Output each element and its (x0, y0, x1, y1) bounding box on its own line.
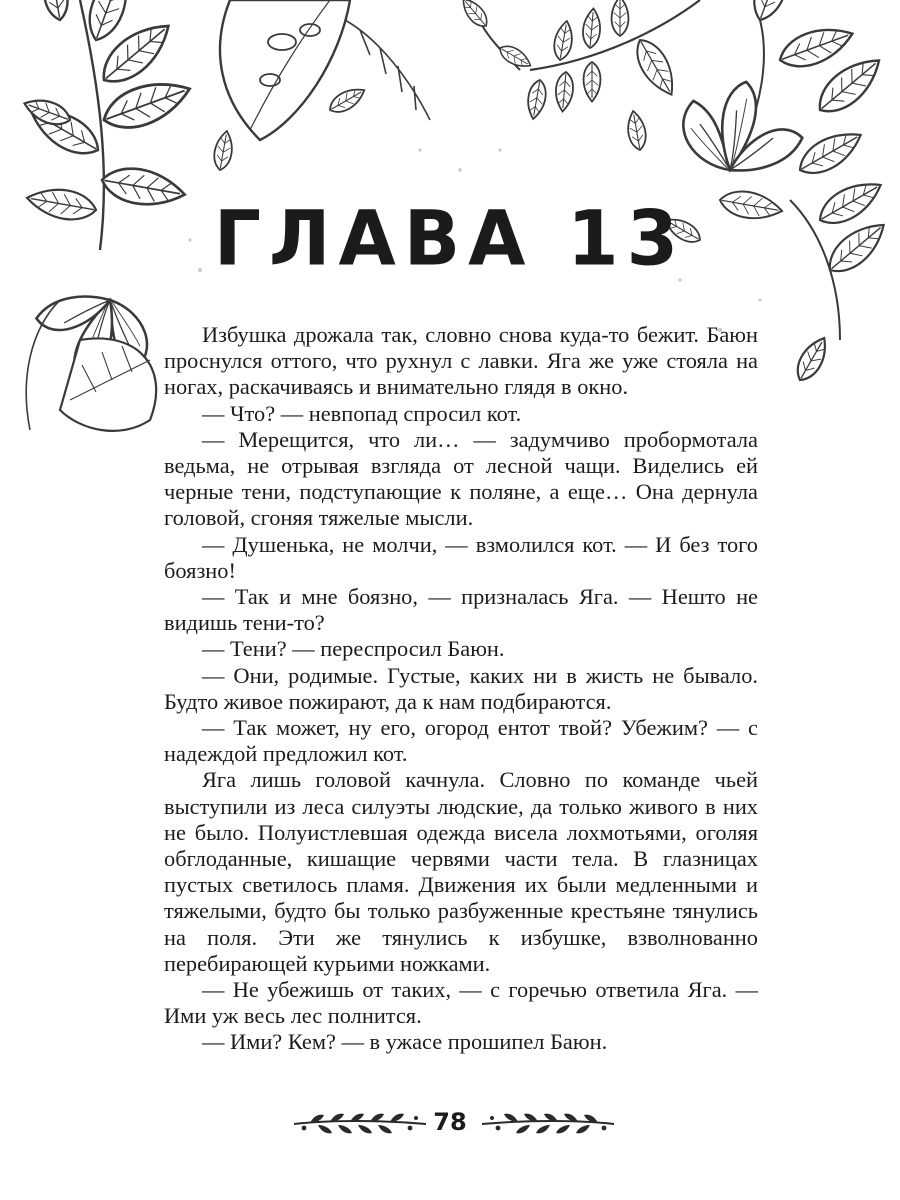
fern-frond (458, 0, 535, 72)
paragraph: — Душенька, не молчи, — взмолился кот. — И без того боязно! (164, 531, 758, 583)
paragraph: — Они, родимые. Густые, каких ни в жисть не бывало. Будто живое пожирают, да к нам подбираются. (164, 662, 758, 714)
vine-ornament-right-icon (478, 1106, 618, 1142)
paragraph: — Тени? — переспросил Баюн. (202, 636, 505, 662)
paragraph: Избушка дрожала так, словно снова куда-то бежит. Баюн проснулся оттого, что рухнул с лавки. Яга же уже стояла на ногах, раскачиваясь и внимательно глядя в окно. (164, 322, 758, 400)
page-number: 78 (433, 1108, 467, 1136)
paragraph: — Ими? Кем? — в ужасе прошипел Баюн. (202, 1029, 608, 1055)
paragraph: — Не убежишь от таких, — с горечью ответила Яга. — Ими уж весь лес полнится. (164, 977, 758, 1029)
paragraph: — Что? — невпопад спросил кот. (202, 400, 522, 426)
chapter-text (164, 322, 758, 1056)
paragraph: Яга лишь головой качнула. Словно по команде чьей выступили из леса силуэты людские, да только живого в них не было. Полуистлевшая одежда висела лохмотьями, оголяя обглоданные, кишащие червями части тела. В глазницах пустых светилось пламя. Движения их были медленными и тяжелыми, будто бы только разбуженные крестьяне тянулись на поля. Эти же тянулись к избушке, взволнованно перебирающей курьими ножками. (164, 767, 758, 976)
paragraph: — Мерещится, что ли… — задумчиво пробормотала ведьма, не отрывая взгляда от лесной чащи. Виделись ей черные тени, подступающие к поляне, а еще… Она дернула головой, сгоняя тяжелые мысли. (164, 426, 758, 531)
chapter-title: ГЛАВА 13 (213, 195, 687, 283)
vine-ornament-left-icon (290, 1106, 430, 1142)
paragraph: — Так может, ну его, огород ентот твой? Убежим? — с надеждой предложил кот. (164, 715, 758, 767)
monstera-leaf (212, 0, 430, 171)
page-footer (0, 1104, 900, 1144)
paragraph: — Так и мне боязно, — призналась Яга. — Нешто не видишь тени-то? (164, 584, 758, 636)
